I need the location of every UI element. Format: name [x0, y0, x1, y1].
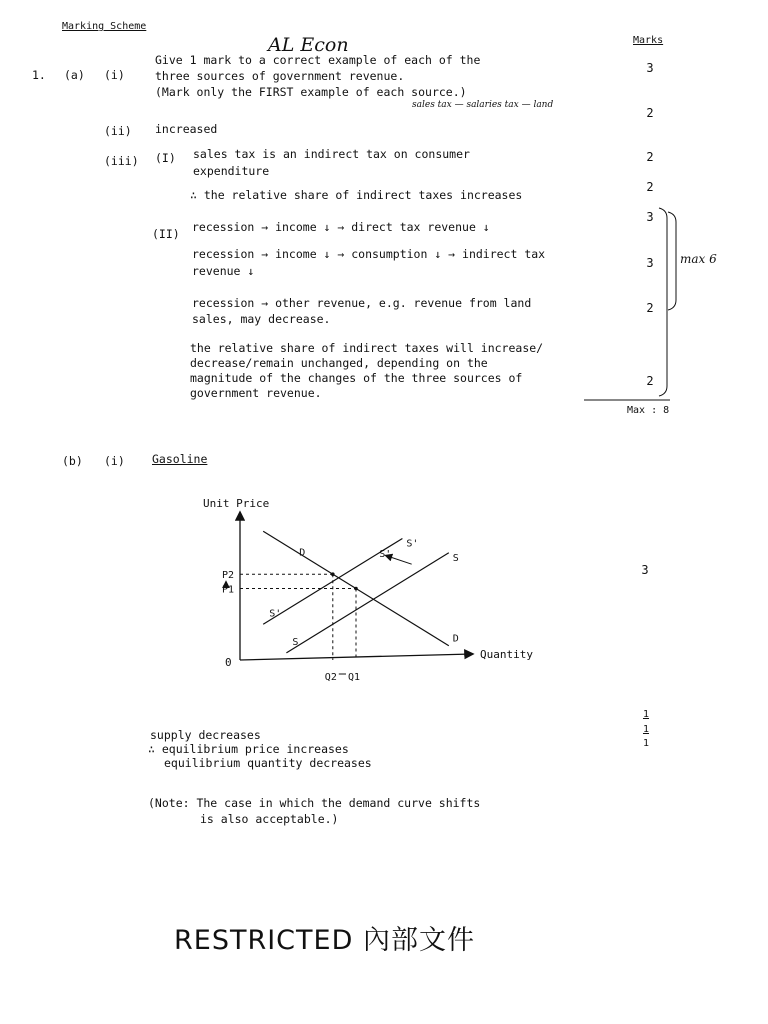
restricted-stamp: RESTRICTED 內部文件 [174, 925, 475, 956]
question-number: 1. [32, 68, 46, 82]
handwritten-course-note: AL Econ [268, 34, 349, 56]
a-iii-I-text-1: sales tax is an indirect tax on consumer [193, 147, 470, 161]
a-iii-I-text-2: expenditure [193, 164, 270, 178]
part-b-label: (b) [62, 454, 83, 468]
part-a-label: (a) [64, 68, 85, 82]
mark-b-conclusion-1: 1 [642, 709, 650, 720]
mark-a-iii-I-1: 2 [646, 150, 654, 164]
a-iii-II-text-3: revenue ↓ [192, 264, 255, 278]
a-iii-II-text-9: government revenue. [190, 386, 322, 400]
sub-II-label: (II) [152, 227, 180, 241]
equilibrium-point-2 [331, 572, 335, 576]
y-axis-title: Unit Price [203, 497, 270, 510]
supply-shift-label: S' [379, 549, 392, 561]
sub-I-label: (I) [155, 151, 176, 165]
a-i-text-3: (Mark only the FIRST example of each source.) [155, 85, 467, 99]
a-iii-II-text-4: recession → other revenue, e.g. revenue from land [192, 296, 532, 310]
mark-a-iii-II-2: 3 [646, 256, 654, 270]
sub-iii-label: (iii) [104, 154, 139, 168]
a-ii-text: increased [155, 122, 218, 136]
sub-ii-label: (ii) [104, 124, 132, 138]
origin-label: 0 [225, 656, 232, 669]
equilibrium-point-1 [354, 587, 358, 591]
price-label-p1: P1 [222, 584, 235, 596]
curve-label-end-s-prime: S' [406, 538, 419, 550]
note-line-2: is also acceptable.) [200, 812, 339, 826]
marks-heading: Marks [633, 35, 664, 46]
quantity-label-q1: Q1 [348, 672, 361, 683]
a-iii-I-text-3: ∴ the relative share of indirect taxes increases [190, 188, 523, 202]
mark-b-conclusion-2: 1 [642, 724, 650, 735]
a-i-text-2: three sources of government revenue. [155, 69, 405, 83]
conclusion-line-3: equilibrium quantity decreases [164, 756, 372, 770]
curve-label-end-s: S [452, 552, 459, 564]
curve-s [286, 553, 448, 653]
mark-a-i: 3 [646, 61, 654, 75]
sub-i-label: (i) [104, 68, 125, 82]
mark-b-graph: 3 [641, 563, 649, 577]
mark-a-iii-II-1: 3 [646, 210, 654, 224]
handwritten-examples-note: sales tax — salaries tax — land [412, 100, 554, 110]
mark-a-ii: 2 [646, 106, 654, 120]
conclusion-line-1: supply decreases [150, 728, 261, 742]
a-iii-II-text-2: recession → income ↓ → consumption ↓ → indirect tax [192, 247, 546, 261]
mark-a-iii-II-4: 2 [646, 374, 654, 388]
sub-b-i-label: (i) [104, 454, 125, 468]
max-marks-label: Max : 8 [627, 405, 670, 416]
a-iii-II-text-5: sales, may decrease. [192, 312, 331, 326]
mark-a-iii-II-3: 2 [646, 301, 654, 315]
curve-label-start-d: D [299, 547, 306, 559]
x-axis-title: Quantity [480, 648, 533, 661]
handwritten-max-note: max 6 [680, 252, 717, 266]
mark-b-conclusion-3: 1 [642, 738, 650, 749]
marks-bracket-inner [668, 212, 676, 310]
conclusion-line-2: ∴ equilibrium price increases [148, 742, 349, 756]
curve-label-start-s: S [292, 636, 299, 648]
marks-bracket-outer [659, 208, 667, 396]
a-iii-II-text-1: recession → income ↓ → direct tax revenue ↓ [192, 220, 490, 234]
a-iii-II-text-8: magnitude of the changes of the three sources of [190, 371, 523, 385]
price-label-p2: P2 [222, 570, 235, 582]
note-line-1: (Note: The case in which the demand curve shifts [148, 796, 481, 810]
curve-label-end-d: D [452, 633, 459, 645]
mark-a-iii-I-2: 2 [646, 180, 654, 194]
a-iii-II-text-7: decrease/remain unchanged, depending on the [190, 356, 488, 370]
curve-label-start-s-prime: S' [269, 608, 282, 620]
a-i-text-1: Give 1 mark to a correct example of each of the [155, 53, 481, 67]
page-title: Marking Scheme [62, 21, 147, 32]
gasoline-heading: Gasoline [152, 452, 208, 466]
a-iii-II-text-6: the relative share of indirect taxes will increase/ [190, 341, 544, 355]
quantity-label-q2: Q2 [324, 672, 337, 683]
